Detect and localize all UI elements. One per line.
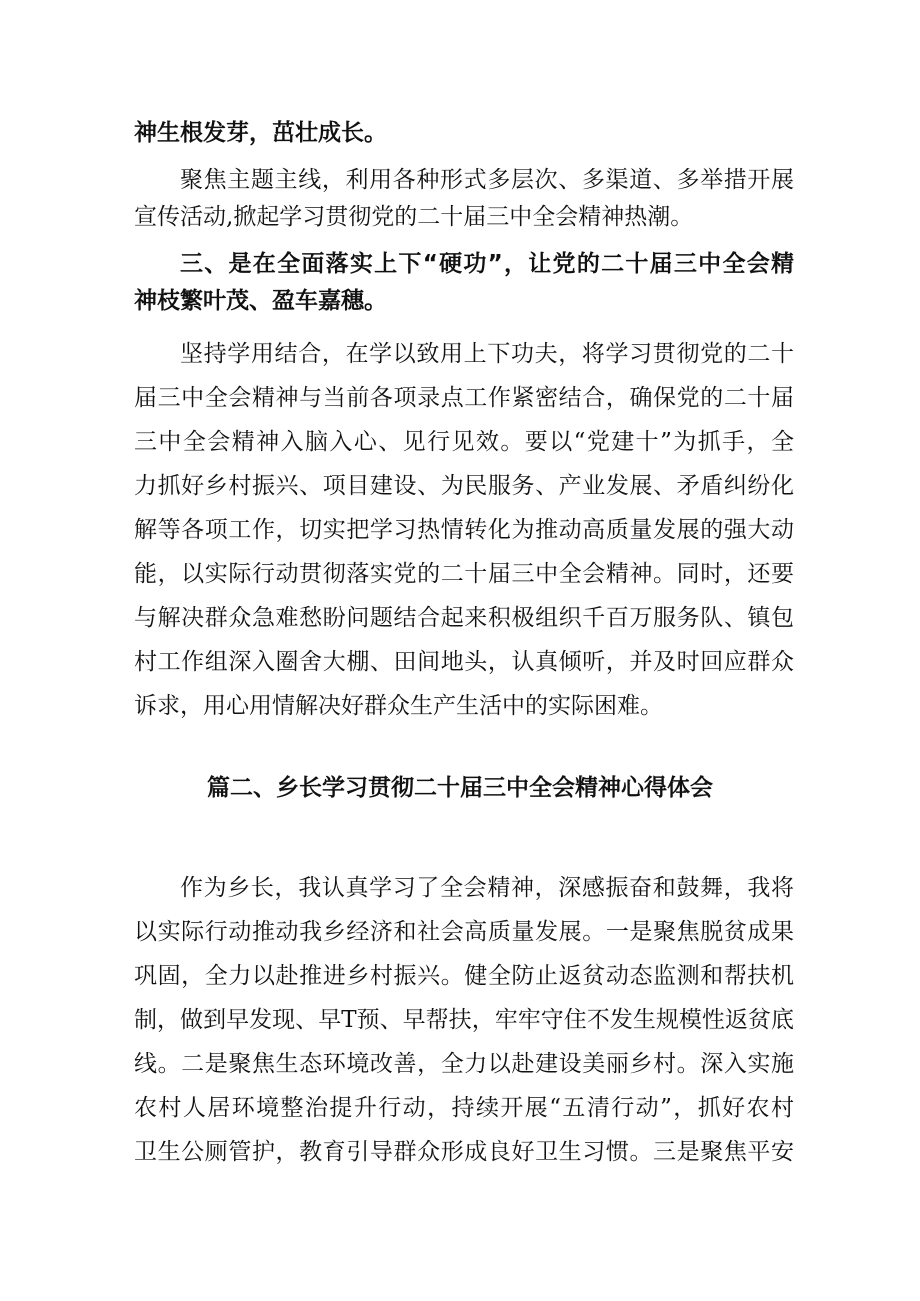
paragraph-line: 与解决群众急难愁盼问题结合起来积极组织千百万服务队、镇包 xyxy=(134,605,794,631)
section-heading: 三、是在全面落实上下“硬功”，让党的二十届三中全会精 xyxy=(180,251,794,277)
paragraph-line: 以实际行动推动我乡经济和社会高质量发展。一是聚焦脱贫成果 xyxy=(134,919,794,945)
article-title: 篇二、乡长学习贯彻二十届三中全会精神心得体会 xyxy=(207,775,713,801)
section-heading: 神枝繁叶茂、盈车嘉穗。 xyxy=(134,288,387,314)
paragraph-line: 届三中全会精神与当前各项录点工作紧密结合，确保党的二十届 xyxy=(134,385,794,411)
paragraph-line: 三中全会精神入脑入心、见行见效。要以“党建十”为抓手，全 xyxy=(134,429,794,455)
paragraph-line: 坚持学用结合，在学以致用上下功夫，将学习贯彻党的二十 xyxy=(180,341,794,367)
paragraph-line: 村工作组深入圈舍大棚、田间地头，认真倾听，并及时回应群众 xyxy=(134,649,794,675)
section-heading-tail: 神生根发芽，茁壮成长。 xyxy=(134,120,387,146)
paragraph-line: 线。二是聚焦生态环境改善，全力以赴建设美丽乡村。深入实施 xyxy=(134,1051,794,1077)
paragraph-line: 制，做到早发现、早T预、早帮扶，牢牢守住不发生规模性返贫底 xyxy=(134,1007,794,1033)
paragraph-line: 力抓好乡村振兴、项目建设、为民服务、产业发展、矛盾纠纷化 xyxy=(134,473,794,499)
paragraph-line: 卫生公厕管护，教育引导群众形成良好卫生习惯。三是聚焦平安 xyxy=(134,1139,794,1165)
paragraph-line: 宣传活动,掀起学习贯彻党的二十届三中全会精神热潮。 xyxy=(134,204,694,230)
paragraph-line: 能，以实际行动贯彻落实党的二十届三中全会精神。同时，还要 xyxy=(134,561,794,587)
paragraph-line: 解等各项工作，切实把学习热情转化为推动高质量发展的强大动 xyxy=(134,517,794,543)
paragraph-line: 农村人居环境整治提升行动，持续开展“五清行动”，抓好农村 xyxy=(134,1095,794,1121)
paragraph-line: 巩固，全力以赴推进乡村振兴。健全防止返贫动态监测和帮扶机 xyxy=(134,963,794,989)
paragraph-line: 诉求，用心用情解决好群众生产生活中的实际困难。 xyxy=(134,693,663,719)
paragraph-line: 聚焦主题主线，利用各种形式多层次、多渠道、多举措开展 xyxy=(180,167,794,193)
paragraph-line: 作为乡长，我认真学习了全会精神，深感振奋和鼓舞，我将 xyxy=(180,875,794,901)
